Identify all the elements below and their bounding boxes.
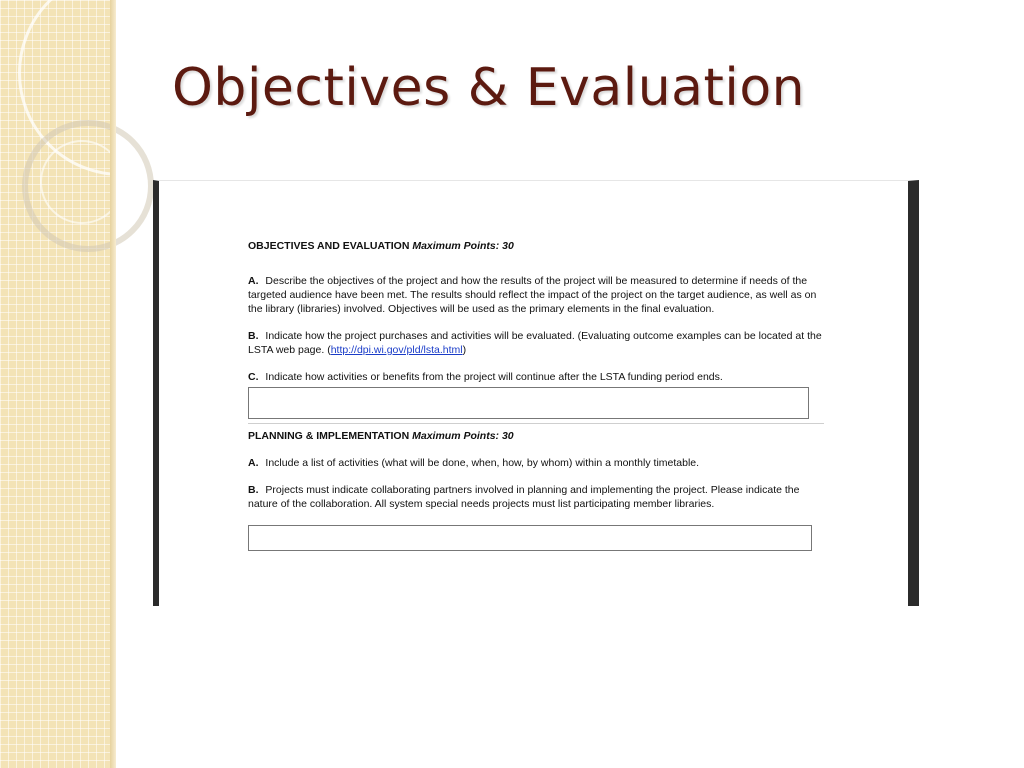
item-letter: C. <box>248 371 259 383</box>
planning-item-a <box>248 456 824 470</box>
section-divider <box>248 423 824 424</box>
item-text: Indicate how activities or benefits from the project will continue after the LSTA funding period ends. <box>265 371 723 383</box>
item-letter: A. <box>248 457 259 469</box>
slide-title: Objectives & Evaluation <box>172 58 806 118</box>
item-letter: B. <box>248 484 259 496</box>
item-letter: A. <box>248 275 259 287</box>
item-text: Include a list of activities (what will be done, when, how, by whom) within a monthly timetable. <box>265 457 700 469</box>
objectives-item-b <box>248 329 824 357</box>
item-text: Indicate how the project purchases and activities will be evaluated. (Evaluating outcome examples can be located at the LSTA web page. ( <box>248 330 822 356</box>
planning-item-b <box>248 483 824 511</box>
objectives-item-a <box>248 274 824 316</box>
section-heading-text: PLANNING & IMPLEMENTATION <box>248 430 410 442</box>
max-points: Maximum Points: 30 <box>412 240 514 252</box>
lsta-link[interactable]: http://dpi.wi.gov/pld/lsta.html <box>330 344 463 356</box>
item-text: Projects must indicate collaborating partners involved in planning and implementing the project. Please indicate the nature of the collaboration. All system special needs projects must list participating member libraries. <box>248 484 800 510</box>
max-points: Maximum Points: 30 <box>412 430 514 442</box>
section-heading-planning <box>248 429 824 443</box>
objectives-item-c <box>248 370 824 384</box>
section-heading-text: OBJECTIVES AND EVALUATION <box>248 240 410 252</box>
item-text: Describe the objectives of the project and how the results of the project will be measured to determine if needs of the targeted audience have been met. The results should reflect the impact of the project on the target audience, as well as on the library (libraries) involved. Objectives will be used as the primary elements in the final evaluation. <box>248 275 817 315</box>
section-heading-objectives <box>248 239 824 253</box>
document-screenshot <box>153 180 919 606</box>
answer-box-planning[interactable] <box>248 525 812 551</box>
answer-box-objectives[interactable] <box>248 387 809 419</box>
document-body <box>248 239 824 551</box>
decorative-sidebar <box>0 0 112 768</box>
item-letter: B. <box>248 330 259 342</box>
sidebar-edge <box>110 0 116 768</box>
item-text-after: ) <box>462 344 467 356</box>
